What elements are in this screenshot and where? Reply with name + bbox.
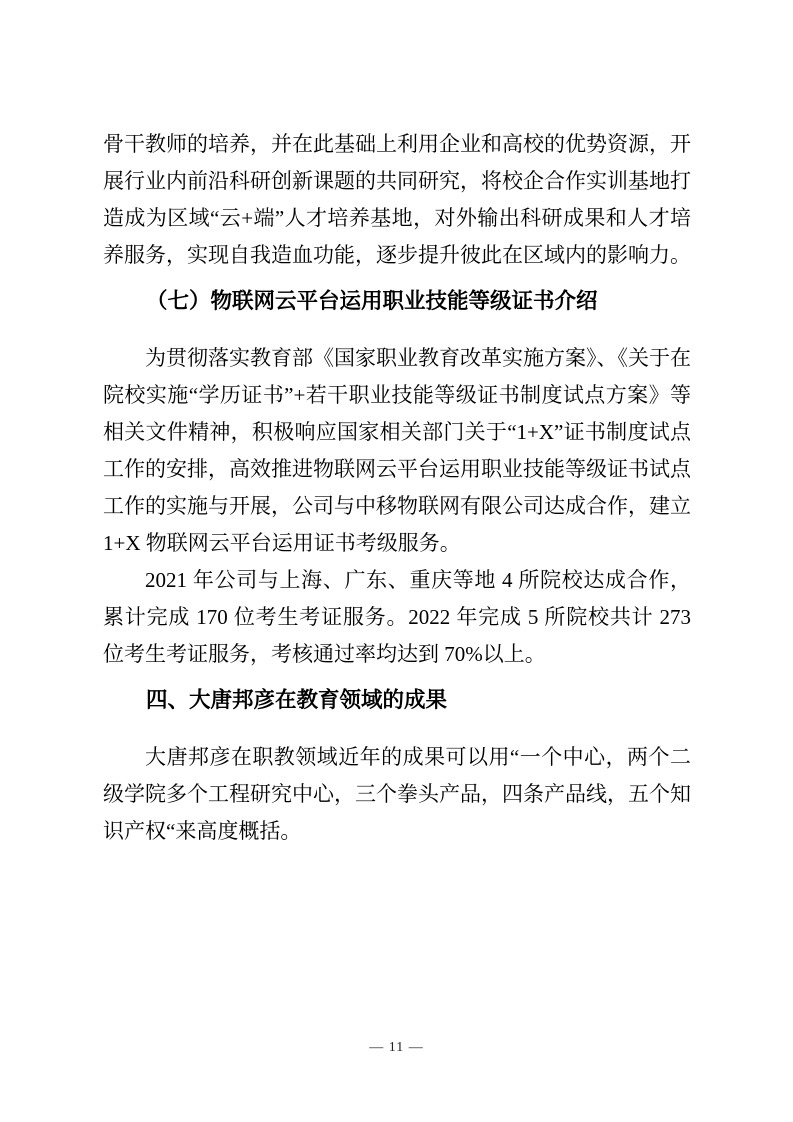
section-heading-four: 四、大唐邦彦在教育领域的成果 (146, 688, 448, 712)
page-number: — 11 — (369, 1040, 424, 1055)
paragraph-achievements-summary: 大唐邦彦在职教领域近年的成果可以用“一个中心，两个二级学院多个工程研究中心，三个拳头产品，四条产品线，五个知识产权“来高度概括。 (103, 745, 691, 843)
paragraph-certificate-intro: 为贯彻落实教育部《国家职业教育改革实施方案》、《关于在院校实施“学历证书”+若干职业技能等级证书制度试点方案》等相关文件精神，积极响应国家相关部门关于“1+X”证书制度试点工作的安排，高效推进物联网云平台运用职业技能等级证书试点工作的实施与开展，公司与中移物联网有限公司达成合作，建立 1+X 物联网云平台运用证书考级服务。 (103, 346, 691, 555)
paragraph-continuation: 骨干教师的培养，并在此基础上利用企业和高校的优势资源，开展行业内前沿科研创新课题的共同研究，将校企合作实训基地打造成为区域“云+端”人才培养基地，对外输出科研成果和人才培养服务，实现自我造血功能，逐步提升彼此在区域内的影响力。 (103, 132, 691, 267)
page-footer (0, 1038, 793, 1058)
page-body (103, 126, 691, 850)
section-heading-seven: （七）物联网云平台运用职业技能等级证书介绍 (146, 289, 598, 313)
paragraph-exam-results: 2021 年公司与上海、广东、重庆等地 4 所院校达成合作，累计完成 170 位考生考证服务。2022 年完成 5 所院校共计 273 位考生考证服务，考核通过率均达到 70%以上。 (103, 568, 691, 666)
